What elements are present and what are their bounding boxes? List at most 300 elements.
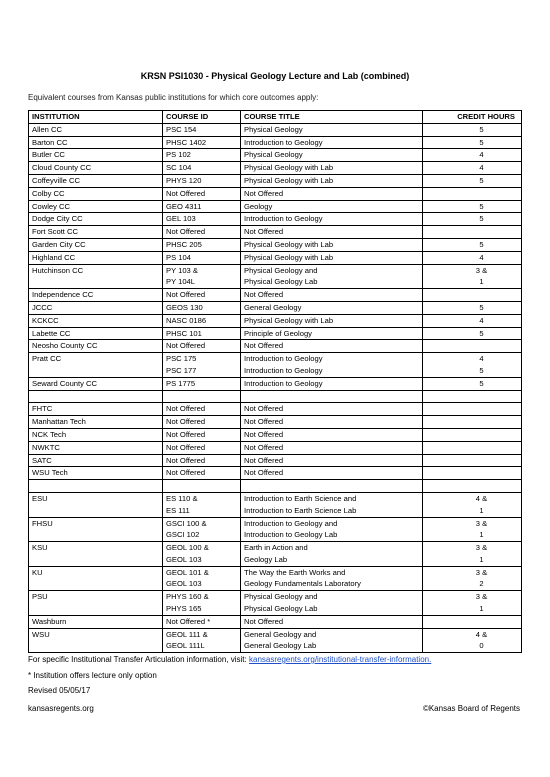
cell-credit-hours-line <box>445 455 518 467</box>
cell-course-id-line: Not Offered <box>166 188 206 198</box>
cell-credit-hours-line: 5 <box>479 201 484 211</box>
table-row <box>29 264 522 289</box>
cell-course-title <box>241 517 423 542</box>
cell-institution <box>29 480 163 493</box>
table-row <box>29 428 522 441</box>
cell-course-title <box>241 416 423 429</box>
cell-course-title <box>241 566 423 591</box>
cell-course-title-line: General Geology Lab <box>244 641 317 651</box>
table-row <box>29 213 522 226</box>
cell-credit-hours-line: 4 <box>479 150 484 160</box>
document-title: KRSN PSI1030 - Physical Geology Lecture and Lab (combined) <box>140 71 410 81</box>
cell-credit-hours <box>423 492 522 517</box>
cell-course-id <box>163 187 241 200</box>
cell-institution: ESU <box>29 492 163 517</box>
cell-credit-hours-line <box>445 289 518 301</box>
table-row <box>29 542 522 567</box>
cell-course-id-line: SC 104 <box>166 163 192 173</box>
header-course-id: COURSE ID <box>163 111 241 124</box>
cell-course-id-line: Not Offered <box>166 404 206 414</box>
cell-institution: Cowley CC <box>29 200 163 213</box>
cell-course-id <box>163 566 241 591</box>
cell-credit-hours-line <box>445 340 518 352</box>
cell-course-title <box>241 441 423 454</box>
cell-credit-hours-line <box>445 480 518 492</box>
cell-course-id-line: Not Offered <box>166 455 206 465</box>
cell-course-id <box>163 517 241 542</box>
cell-credit-hours-line: 5 <box>479 124 484 134</box>
cell-institution: Washburn <box>29 615 163 628</box>
cell-course-title <box>241 467 423 480</box>
cell-course-id-line: Not Offered <box>166 290 206 300</box>
cell-course-title-line: Introduction to Earth Science and <box>244 493 357 503</box>
cell-institution: Highland CC <box>29 251 163 264</box>
table-body <box>29 123 522 652</box>
cell-course-id-line: GEOL 100 & <box>166 543 209 553</box>
cell-course-title-line: Physical Geology <box>244 150 303 160</box>
cell-credit-hours-line: 5 <box>479 137 484 147</box>
cell-course-id <box>163 441 241 454</box>
cell-course-id <box>163 403 241 416</box>
cell-course-title <box>241 403 423 416</box>
cell-course-id-line: PHSC 1402 <box>166 137 207 147</box>
cell-credit-hours-line <box>445 391 518 403</box>
cell-course-id-line: GEOL 111 & <box>166 629 208 639</box>
cell-course-title-line: Not Offered <box>244 429 284 439</box>
cell-institution: JCCC <box>29 301 163 314</box>
cell-institution: KSU <box>29 542 163 567</box>
cell-credit-hours <box>423 251 522 264</box>
cell-credit-hours <box>423 213 522 226</box>
table-row <box>29 441 522 454</box>
table-row <box>29 187 522 200</box>
cell-institution: Manhattan Tech <box>29 416 163 429</box>
cell-credit-hours-line: 3 & <box>475 592 488 602</box>
cell-credit-hours-line <box>445 616 518 628</box>
cell-credit-hours <box>423 454 522 467</box>
cell-credit-hours <box>423 517 522 542</box>
cell-institution: Labette CC <box>29 327 163 340</box>
cell-institution: Cloud County CC <box>29 162 163 175</box>
table-row <box>29 123 522 136</box>
cell-credit-hours-line: 4 <box>479 354 484 364</box>
cell-institution: FHSU <box>29 517 163 542</box>
cell-institution: Allen CC <box>29 123 163 136</box>
cell-course-title-line: Physical Geology with Lab <box>244 175 334 185</box>
cell-institution: Garden City CC <box>29 238 163 251</box>
cell-institution: Seward County CC <box>29 377 163 390</box>
cell-credit-hours-line <box>445 188 518 200</box>
cell-institution: KU <box>29 566 163 591</box>
cell-course-id <box>163 454 241 467</box>
cell-credit-hours <box>423 289 522 302</box>
cell-course-title-line: Physical Geology and <box>244 265 318 275</box>
cell-course-title <box>241 200 423 213</box>
cell-course-title-line: Not Offered <box>244 341 284 351</box>
cell-course-id-line: Not Offered <box>166 429 206 439</box>
cell-course-title <box>241 136 423 149</box>
cell-course-title <box>241 542 423 567</box>
cell-course-id-line: Not Offered <box>166 341 206 351</box>
cell-credit-hours-line: 1 <box>479 277 484 287</box>
cell-credit-hours <box>423 340 522 353</box>
cell-course-title <box>241 174 423 187</box>
cell-credit-hours-line <box>445 429 518 441</box>
cell-institution: WSU Tech <box>29 467 163 480</box>
table-row <box>29 517 522 542</box>
cell-institution: Colby CC <box>29 187 163 200</box>
cell-course-title <box>241 340 423 353</box>
cell-credit-hours <box>423 327 522 340</box>
cell-credit-hours-line: 3 & <box>475 265 488 275</box>
cell-course-id <box>163 136 241 149</box>
cell-course-id-line: Not Offered <box>166 442 206 452</box>
table-row <box>29 416 522 429</box>
cell-course-title <box>241 289 423 302</box>
cell-credit-hours <box>423 136 522 149</box>
cell-institution: PSU <box>29 591 163 616</box>
transfer-info-link[interactable]: kansasregents.org/institutional-transfer-information. <box>249 655 432 664</box>
cell-credit-hours-line <box>445 467 518 479</box>
cell-institution <box>29 390 163 403</box>
cell-credit-hours-line <box>445 442 518 454</box>
cell-course-title-line: Geology <box>244 201 273 211</box>
cell-course-title-line: Physical Geology with Lab <box>244 163 334 173</box>
cell-course-title <box>241 428 423 441</box>
cell-course-id <box>163 492 241 517</box>
cell-credit-hours-line <box>445 226 518 238</box>
cell-course-id <box>163 428 241 441</box>
cell-course-title-line: Earth in Action and <box>244 543 308 553</box>
cell-credit-hours <box>423 123 522 136</box>
table-row <box>29 377 522 390</box>
cell-course-id-line: PS 1775 <box>166 378 196 388</box>
cell-course-title-line: Introduction to Geology Lab <box>244 530 338 540</box>
table-row <box>29 591 522 616</box>
cell-course-title <box>241 226 423 239</box>
cell-credit-hours-line: 1 <box>479 530 484 540</box>
cell-course-id-line: PS 102 <box>166 150 191 160</box>
cell-credit-hours-line: 4 <box>479 252 484 262</box>
cell-course-id <box>163 200 241 213</box>
cell-course-title <box>241 301 423 314</box>
transfer-info-line <box>28 655 431 664</box>
cell-credit-hours <box>423 377 522 390</box>
table-row <box>29 314 522 327</box>
cell-course-title-line: Introduction to Geology <box>244 354 323 364</box>
cell-course-id <box>163 467 241 480</box>
cell-course-title-line: Introduction to Geology <box>244 378 323 388</box>
cell-credit-hours-line: 5 <box>479 239 484 249</box>
table-row <box>29 226 522 239</box>
cell-credit-hours <box>423 591 522 616</box>
header-institution: INSTITUTION <box>29 111 163 124</box>
cell-course-id-line: NASC 0186 <box>166 315 207 325</box>
cell-credit-hours <box>423 174 522 187</box>
cell-course-id-line: PY 103 & <box>166 265 198 275</box>
cell-course-id <box>163 289 241 302</box>
cell-course-title-line: Geology Fundamentals Laboratory <box>244 579 361 589</box>
header-course-title: COURSE TITLE <box>241 111 423 124</box>
cell-credit-hours-line: 4 <box>479 163 484 173</box>
cell-course-id-line: Not Offered <box>166 417 206 427</box>
cell-course-title <box>241 377 423 390</box>
cell-institution: Coffeyville CC <box>29 174 163 187</box>
cell-course-id <box>163 213 241 226</box>
cell-course-id-line: GSCI 100 & <box>166 518 207 528</box>
cell-course-title <box>241 591 423 616</box>
cell-course-title <box>241 187 423 200</box>
cell-institution: Neosho County CC <box>29 340 163 353</box>
table-row <box>29 289 522 302</box>
cell-institution: Pratt CC <box>29 353 163 378</box>
copyright: ©Kansas Board of Regents <box>422 704 520 713</box>
cell-course-title-line: Not Offered <box>244 468 284 478</box>
cell-course-id-line: PHYS 165 <box>166 604 202 614</box>
cell-credit-hours-line: 5 <box>479 302 484 312</box>
cell-credit-hours-line: 5 <box>479 175 484 185</box>
cell-credit-hours <box>423 467 522 480</box>
cell-credit-hours-line: 3 & <box>475 543 488 553</box>
cell-course-id-line: PHYS 120 <box>166 175 202 185</box>
cell-credit-hours <box>423 390 522 403</box>
cell-credit-hours <box>423 542 522 567</box>
cell-course-id <box>163 301 241 314</box>
cell-course-title-line: Physical Geology and <box>244 592 318 602</box>
table-row <box>29 136 522 149</box>
cell-credit-hours <box>423 301 522 314</box>
cell-course-id-line: PS 104 <box>166 252 191 262</box>
cell-course-id <box>163 628 241 653</box>
cell-course-title <box>241 264 423 289</box>
cell-course-id-line: GEOL 103 <box>166 579 202 589</box>
cell-course-id <box>163 149 241 162</box>
cell-institution: Dodge City CC <box>29 213 163 226</box>
cell-course-id <box>163 314 241 327</box>
cell-course-title-line: The Way the Earth Works and <box>244 567 346 577</box>
cell-course-id-line: Not Offered <box>166 468 206 478</box>
cell-course-id-line: GEOS 130 <box>166 302 203 312</box>
cell-course-title-line: Not Offered <box>244 404 284 414</box>
cell-credit-hours <box>423 200 522 213</box>
cell-course-title-line: Physical Geology with Lab <box>244 239 334 249</box>
cell-credit-hours-line: 1 <box>479 604 484 614</box>
cell-credit-hours <box>423 264 522 289</box>
course-equivalency-table <box>28 110 522 653</box>
cell-course-title-line: Geology Lab <box>244 554 288 564</box>
cell-credit-hours <box>423 428 522 441</box>
cell-course-title-line: Physical Geology Lab <box>244 604 318 614</box>
cell-course-title <box>241 149 423 162</box>
cell-course-id <box>163 162 241 175</box>
table-row <box>29 615 522 628</box>
cell-institution: Fort Scott CC <box>29 226 163 239</box>
cell-course-title <box>241 615 423 628</box>
cell-course-title-line: Introduction to Earth Science Lab <box>244 505 357 515</box>
cell-course-id-line: PY 104L <box>166 277 195 287</box>
cell-course-id <box>163 416 241 429</box>
cell-course-title-line: Physical Geology with Lab <box>244 252 334 262</box>
table-row <box>29 238 522 251</box>
cell-course-id-line: PHSC 205 <box>166 239 202 249</box>
cell-credit-hours-line: 3 & <box>475 518 488 528</box>
cell-course-title-line: General Geology and <box>244 629 317 639</box>
cell-course-id-line: GEOL 103 <box>166 554 202 564</box>
cell-credit-hours <box>423 314 522 327</box>
cell-credit-hours-line: 4 & <box>475 629 488 639</box>
cell-course-title <box>241 327 423 340</box>
cell-credit-hours-line: 5 <box>479 328 484 338</box>
cell-course-id <box>163 353 241 378</box>
cell-credit-hours <box>423 162 522 175</box>
cell-course-id-line: Not Offered * <box>166 616 211 626</box>
cell-course-id <box>163 340 241 353</box>
cell-institution: Independence CC <box>29 289 163 302</box>
table-row <box>29 174 522 187</box>
cell-course-id <box>163 327 241 340</box>
cell-course-id-line <box>166 391 237 403</box>
cell-course-title <box>241 162 423 175</box>
cell-institution: SATC <box>29 454 163 467</box>
cell-course-id <box>163 174 241 187</box>
document-subtitle: Equivalent courses from Kansas public institutions for which core outcomes apply: <box>28 93 319 102</box>
cell-course-id-line: GEO 4311 <box>166 201 202 211</box>
cell-course-id-line: GEL 103 <box>166 214 196 224</box>
table-row <box>29 162 522 175</box>
cell-course-title <box>241 480 423 493</box>
cell-credit-hours-line: 5 <box>479 214 484 224</box>
cell-course-id <box>163 238 241 251</box>
cell-institution: Butler CC <box>29 149 163 162</box>
table-row <box>29 403 522 416</box>
lecture-only-note: * Institution offers lecture only option <box>28 671 157 680</box>
cell-course-id <box>163 390 241 403</box>
cell-course-title-line: Introduction to Geology <box>244 365 323 375</box>
cell-course-title <box>241 454 423 467</box>
table-row <box>29 149 522 162</box>
cell-institution: NWKTC <box>29 441 163 454</box>
cell-course-title <box>241 353 423 378</box>
cell-course-id-line: PSC 154 <box>166 124 197 134</box>
table-row <box>29 628 522 653</box>
table-row <box>29 251 522 264</box>
table-row <box>29 566 522 591</box>
cell-course-id <box>163 542 241 567</box>
cell-course-title <box>241 628 423 653</box>
table-header-row <box>29 111 522 124</box>
cell-credit-hours <box>423 441 522 454</box>
cell-course-title-line: Physical Geology with Lab <box>244 315 334 325</box>
site-url: kansasregents.org <box>28 704 94 713</box>
cell-institution: Barton CC <box>29 136 163 149</box>
cell-credit-hours <box>423 416 522 429</box>
cell-course-title-line: Not Offered <box>244 442 284 452</box>
cell-course-id-line: PHSC 101 <box>166 328 202 338</box>
table-row <box>29 390 522 403</box>
cell-course-title-line: Introduction to Geology and <box>244 518 338 528</box>
cell-course-title-line: Introduction to Geology <box>244 137 323 147</box>
cell-credit-hours-line: 2 <box>479 579 484 589</box>
cell-course-title <box>241 213 423 226</box>
revised-date: Revised 05/05/17 <box>28 686 91 695</box>
cell-course-title-line: Not Offered <box>244 290 284 300</box>
table-row <box>29 480 522 493</box>
cell-institution: FHTC <box>29 403 163 416</box>
cell-credit-hours-line <box>445 403 518 415</box>
cell-course-id <box>163 591 241 616</box>
cell-institution: Hutchinson CC <box>29 264 163 289</box>
cell-credit-hours <box>423 615 522 628</box>
cell-institution: WSU <box>29 628 163 653</box>
cell-credit-hours-line: 3 & <box>475 567 488 577</box>
cell-credit-hours-line: 1 <box>479 554 484 564</box>
cell-credit-hours <box>423 238 522 251</box>
cell-course-title-line: Physical Geology Lab <box>244 277 318 287</box>
cell-course-id-line: PHYS 160 & <box>166 592 209 602</box>
cell-course-id-line: GSCI 102 <box>166 530 200 540</box>
cell-course-id <box>163 251 241 264</box>
table-row <box>29 327 522 340</box>
cell-credit-hours-line: 4 & <box>475 493 488 503</box>
cell-course-id <box>163 480 241 493</box>
header-credit-hours: CREDIT HOURS <box>423 111 522 124</box>
table-row <box>29 492 522 517</box>
cell-course-title-line: Not Offered <box>244 188 284 198</box>
cell-course-id-line: ES 111 <box>166 505 190 515</box>
cell-credit-hours <box>423 149 522 162</box>
cell-credit-hours-line: 4 <box>479 315 484 325</box>
cell-course-title-line <box>244 480 419 492</box>
cell-course-title <box>241 492 423 517</box>
cell-course-id <box>163 264 241 289</box>
cell-credit-hours <box>423 187 522 200</box>
cell-credit-hours <box>423 403 522 416</box>
cell-course-title <box>241 238 423 251</box>
cell-credit-hours-line: 1 <box>479 505 484 515</box>
cell-credit-hours-line: 5 <box>479 378 484 388</box>
cell-credit-hours-line: 0 <box>479 641 484 651</box>
cell-credit-hours-line: 5 <box>479 365 484 375</box>
cell-course-title-line: Not Offered <box>244 455 284 465</box>
cell-course-title-line: Not Offered <box>244 417 284 427</box>
table-row <box>29 301 522 314</box>
cell-credit-hours <box>423 628 522 653</box>
cell-course-title-line: Principle of Geology <box>244 328 312 338</box>
cell-course-title-line: General Geology <box>244 302 302 312</box>
cell-course-id-line: GEOL 101 & <box>166 567 209 577</box>
cell-course-id <box>163 377 241 390</box>
cell-course-id-line: GEOL 111L <box>166 641 205 651</box>
cell-course-id-line: Not Offered <box>166 227 206 237</box>
cell-course-title-line: Not Offered <box>244 227 284 237</box>
cell-credit-hours <box>423 566 522 591</box>
cell-course-id-line <box>166 480 237 492</box>
cell-credit-hours <box>423 480 522 493</box>
cell-course-id <box>163 615 241 628</box>
table-row <box>29 467 522 480</box>
table-row <box>29 454 522 467</box>
table-row <box>29 353 522 378</box>
table-row <box>29 340 522 353</box>
cell-course-id <box>163 226 241 239</box>
cell-course-title <box>241 390 423 403</box>
cell-credit-hours-line <box>445 416 518 428</box>
cell-credit-hours <box>423 226 522 239</box>
cell-course-id-line: ES 110 & <box>166 493 198 503</box>
cell-course-title <box>241 314 423 327</box>
transfer-info-text: For specific Institutional Transfer Articulation information, visit: <box>28 655 247 664</box>
cell-course-title <box>241 123 423 136</box>
